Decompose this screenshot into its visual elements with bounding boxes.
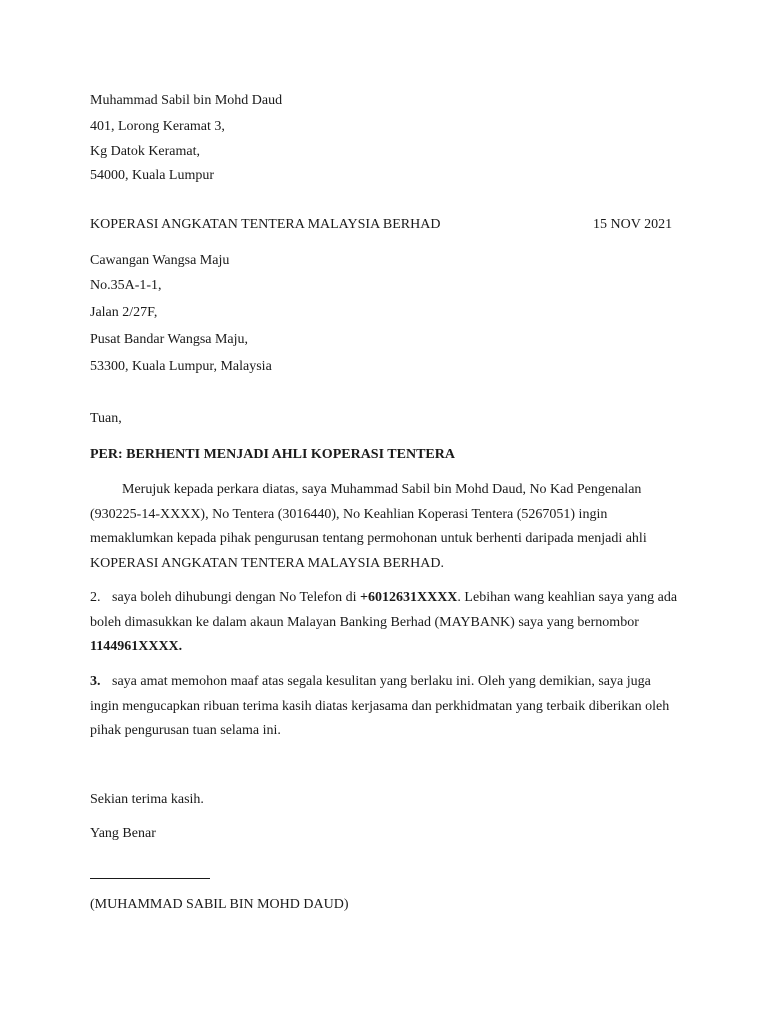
paragraph-3-text: saya amat memohon maaf atas segala kesulitan yang berlaku ini. Oleh yang demikian, saya juga ingin mengucapkan ribuan terima kasih diatas kerjasama dan perkhidmatan yang terbaik diberikan oleh pihak pengurusan tuan selama ini. (90, 674, 670, 738)
paragraph-2-number: 2. (90, 590, 101, 605)
phone-number: +6012631XXXX (360, 590, 458, 605)
paragraph-2 (90, 586, 682, 660)
sender-address-line-1: 401, Lorong Keramat 3, (90, 119, 225, 134)
subject-line: PER: BERHENTI MENJADI AHLI KOPERASI TENTERA (90, 447, 455, 462)
paragraph-1 (90, 478, 682, 576)
recipient-branch: Cawangan Wangsa Maju (90, 253, 230, 268)
account-number: 1144961XXXX. (90, 639, 183, 654)
sign-off: Yang Benar (90, 826, 156, 841)
sender-address-line-3: 54000, Kuala Lumpur (90, 168, 215, 183)
paragraph-1-text: Merujuk kepada perkara diatas, saya Muhammad Sabil bin Mohd Daud, No Kad Pengenalan (930225-14-XXXX), No Tentera (3016440), No Keahlian Koperasi Tentera (5267051) ingin memaklumkan kepada pihak pengurusan tentang permohonan untuk berhenti daripada menjadi ahli KOPERASI ANGKATAN TENTERA MALAYSIA BERHAD. (90, 482, 647, 571)
signature-line (90, 878, 210, 879)
paragraph-2-text-b: . Lebihan wang keahlian saya yang ada boleh dimasukkan ke dalam akaun Malayan Banking Berhad (MAYBANK) saya yang bernombor (90, 590, 678, 630)
sender-address-line-2: Kg Datok Keramat, (90, 144, 201, 159)
closing-text: Sekian terima kasih. (90, 792, 204, 807)
recipient-address-line-1: No.35A-1-1, (90, 278, 162, 293)
recipient-org: KOPERASI ANGKATAN TENTERA MALAYSIA BERHAD (90, 217, 441, 232)
sender-name: Muhammad Sabil bin Mohd Daud (90, 93, 283, 108)
paragraph-2-text-a: saya boleh dihubungi dengan No Telefon di (112, 590, 360, 605)
recipient-address-line-4: 53300, Kuala Lumpur, Malaysia (90, 359, 272, 374)
recipient-address-line-2: Jalan 2/27F, (90, 305, 158, 320)
letter-date: 15 NOV 2021 (593, 217, 673, 232)
paragraph-3 (90, 670, 682, 744)
recipient-address-line-3: Pusat Bandar Wangsa Maju, (90, 332, 249, 347)
paragraph-3-number: 3. (90, 674, 101, 689)
salutation: Tuan, (90, 411, 122, 426)
signature-name: (MUHAMMAD SABIL BIN MOHD DAUD) (90, 897, 349, 912)
